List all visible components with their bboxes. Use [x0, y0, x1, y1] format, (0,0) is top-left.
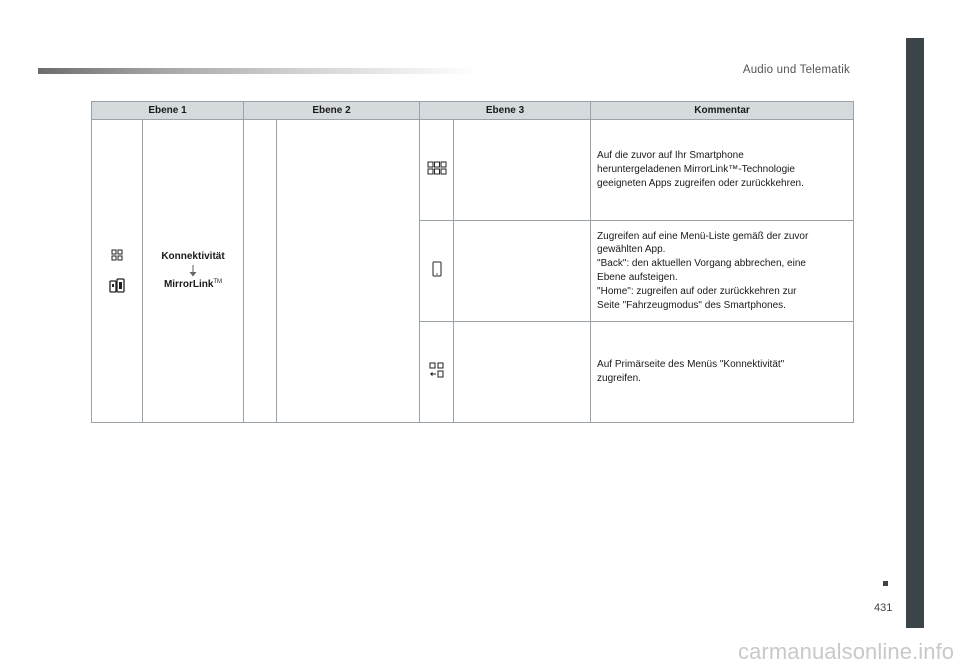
comment-line: "Back": den aktuellen Vorgang abbrechen, eine — [597, 258, 806, 270]
apps-grid-icon — [427, 161, 447, 175]
comment-line: geeigneten Apps zugreifen oder zurückkehren. — [597, 177, 804, 189]
level1-label: Konnektivität — [161, 251, 225, 263]
comment-line: Auf die zuvor auf Ihr Smartphone — [597, 150, 744, 162]
chapter-side-tab — [906, 38, 924, 628]
connectivity-back-icon — [429, 362, 445, 378]
column-header-ebene2: Ebene 2 — [244, 102, 420, 120]
level1-icon-cell — [92, 120, 143, 423]
page-number: 431 — [874, 602, 893, 614]
comment-cell — [591, 322, 854, 423]
level3-label-cell — [454, 322, 591, 423]
arrow-down-icon — [189, 265, 197, 277]
level3-label-cell — [454, 221, 591, 322]
comment-line: "Home": zugreifen auf oder zurückkehren zur — [597, 285, 797, 297]
level3-icon-cell — [420, 120, 454, 221]
header-decoration-bar — [38, 68, 478, 74]
level2-label-cell — [277, 120, 420, 423]
level3-label-cell — [454, 120, 591, 221]
smartphone-icon — [432, 261, 442, 277]
comment-line: heruntergeladenen MirrorLink™-Technologie — [597, 164, 795, 176]
mirrorlink-icon — [109, 278, 125, 293]
comment-line: gewählten App. — [597, 244, 666, 256]
level3-icon-cell — [420, 221, 454, 322]
section-title: Audio und Telematik — [742, 64, 850, 76]
comment-line: Auf Primärseite des Menüs "Konnektivität" — [597, 359, 785, 371]
comment-line: zugreifen. — [597, 373, 641, 384]
level3-icon-cell — [420, 322, 454, 423]
level2-icon-cell — [244, 120, 277, 423]
table-row — [92, 120, 854, 221]
comment-cell — [591, 120, 854, 221]
comment-line: Ebene aufsteigen. — [597, 272, 678, 283]
table-header-row — [92, 102, 854, 120]
column-header-ebene1: Ebene 1 — [92, 102, 244, 120]
watermark: carmanualsonline.info — [738, 639, 955, 664]
column-header-kommentar: Kommentar — [591, 102, 854, 120]
column-header-ebene3: Ebene 3 — [420, 102, 591, 120]
comment-cell — [591, 221, 854, 322]
grid-small-icon — [111, 249, 123, 261]
comment-line: Zugreifen auf eine Menü-Liste gemäß der zuvor — [597, 230, 809, 242]
page-marker — [883, 581, 888, 586]
menu-table — [91, 101, 854, 423]
comment-line: Seite "Fahrzeugmodus" des Smartphones. — [597, 299, 786, 311]
level1-label-cell — [143, 120, 244, 423]
level1-sublabel: MirrorLink™ — [163, 279, 223, 290]
